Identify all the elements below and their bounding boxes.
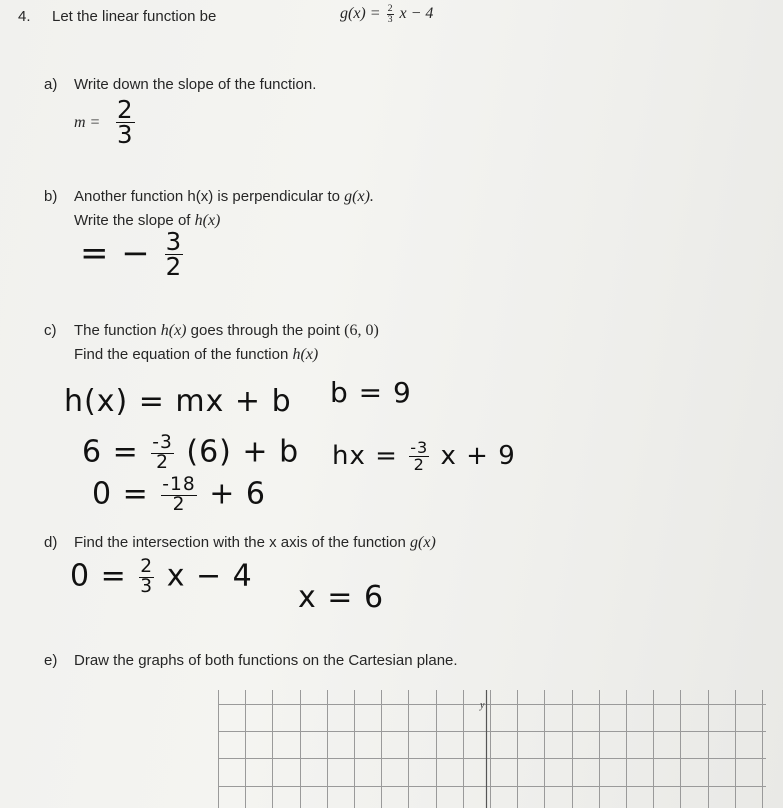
part-d-label: d) — [44, 534, 58, 551]
work-numerator: -18 — [162, 474, 196, 495]
result-denominator: 2 — [413, 455, 425, 475]
handwritten-denominator: 3 — [117, 120, 134, 150]
work-denominator: 2 — [172, 493, 186, 515]
part-b-prompt-line2 — [74, 212, 220, 230]
work-denominator: 3 — [140, 575, 154, 597]
part-a-prompt: Write down the slope of the function. — [74, 76, 317, 93]
handwritten-numerator: 2 — [117, 95, 134, 124]
function-slope-fraction — [387, 4, 394, 25]
work-numerator: -3 — [152, 432, 173, 453]
part-c-label: c) — [44, 322, 57, 339]
grid-svg — [218, 690, 766, 808]
part-c-work-line1: h(x) = mx + b — [64, 384, 292, 419]
part-d-work — [70, 558, 253, 596]
part-b-prompt2-text: Write the slope of — [74, 212, 191, 229]
part-a-label: a) — [44, 76, 58, 93]
part-c-prompt-text2: goes through the point — [190, 322, 340, 339]
question-intro: Let the linear function be — [52, 8, 217, 25]
part-b-handwritten-answer — [80, 227, 185, 282]
part-e-label: e) — [44, 652, 58, 669]
part-c-prompt2-math: h(x) — [292, 346, 319, 363]
function-definition — [340, 4, 433, 25]
fraction-numerator: 2 — [387, 3, 393, 14]
part-d-result: x = 6 — [298, 580, 385, 615]
work-numerator: 2 — [140, 556, 154, 577]
handwritten-denominator: 2 — [165, 252, 183, 282]
part-d-prompt-text: Find the intersection with the x axis of the function — [74, 534, 406, 551]
part-c-work-line3 — [92, 476, 266, 514]
handwritten-fraction — [116, 95, 135, 150]
slope-m-label: m = — [74, 114, 101, 131]
handwritten-numerator: 3 — [165, 227, 183, 256]
work-fraction — [151, 434, 174, 472]
work-prefix: 0 = — [70, 558, 138, 594]
part-a-handwritten-answer — [114, 95, 137, 150]
part-c-result — [332, 440, 516, 473]
part-c-prompt-line2 — [74, 346, 318, 364]
work-suffix: + 6 — [209, 476, 266, 512]
part-c-prompt-math: h(x) — [160, 322, 187, 339]
part-c-point: (6, 0) — [344, 322, 379, 339]
work-fraction — [161, 476, 196, 514]
work-fraction — [139, 558, 154, 596]
part-c-b-value: b = 9 — [330, 376, 412, 409]
part-c-work-line2 — [82, 434, 299, 472]
part-c-prompt-text: The function — [74, 322, 157, 339]
function-rhs: x − 4 — [399, 5, 434, 23]
part-b-prompt-math: g(x). — [344, 188, 374, 205]
part-b-label: b) — [44, 188, 58, 205]
handwritten-fraction — [165, 227, 184, 282]
part-c-prompt2-text: Find the equation of the function — [74, 346, 289, 363]
part-e-prompt: Draw the graphs of both functions on the Cartesian plane. — [74, 652, 458, 669]
part-d-prompt-math: g(x) — [410, 534, 436, 551]
work-prefix: 6 = — [82, 434, 150, 470]
fraction-denominator: 3 — [387, 13, 393, 25]
result-prefix: hx = — [332, 441, 408, 472]
work-suffix: x − 4 — [166, 558, 253, 594]
part-b-prompt-text: Another function h(x) is perpendicular to — [74, 188, 340, 205]
part-b-prompt2-math: h(x) — [194, 212, 221, 229]
result-suffix: x + 9 — [440, 441, 516, 472]
y-axis-label: y — [480, 700, 485, 711]
work-prefix: 0 = — [92, 476, 160, 512]
work-suffix: (6) + b — [186, 434, 300, 470]
cartesian-grid[interactable] — [218, 690, 766, 808]
part-c-prompt-line1 — [74, 322, 379, 340]
question-number: 4. — [18, 8, 31, 25]
part-d-prompt — [74, 534, 436, 552]
function-lhs: g(x) = — [340, 5, 381, 23]
part-b-prompt-line1 — [74, 188, 374, 206]
result-numerator: -3 — [410, 438, 429, 457]
handwritten-prefix: = − — [80, 233, 151, 274]
work-denominator: 2 — [156, 451, 169, 473]
result-fraction — [409, 440, 429, 473]
